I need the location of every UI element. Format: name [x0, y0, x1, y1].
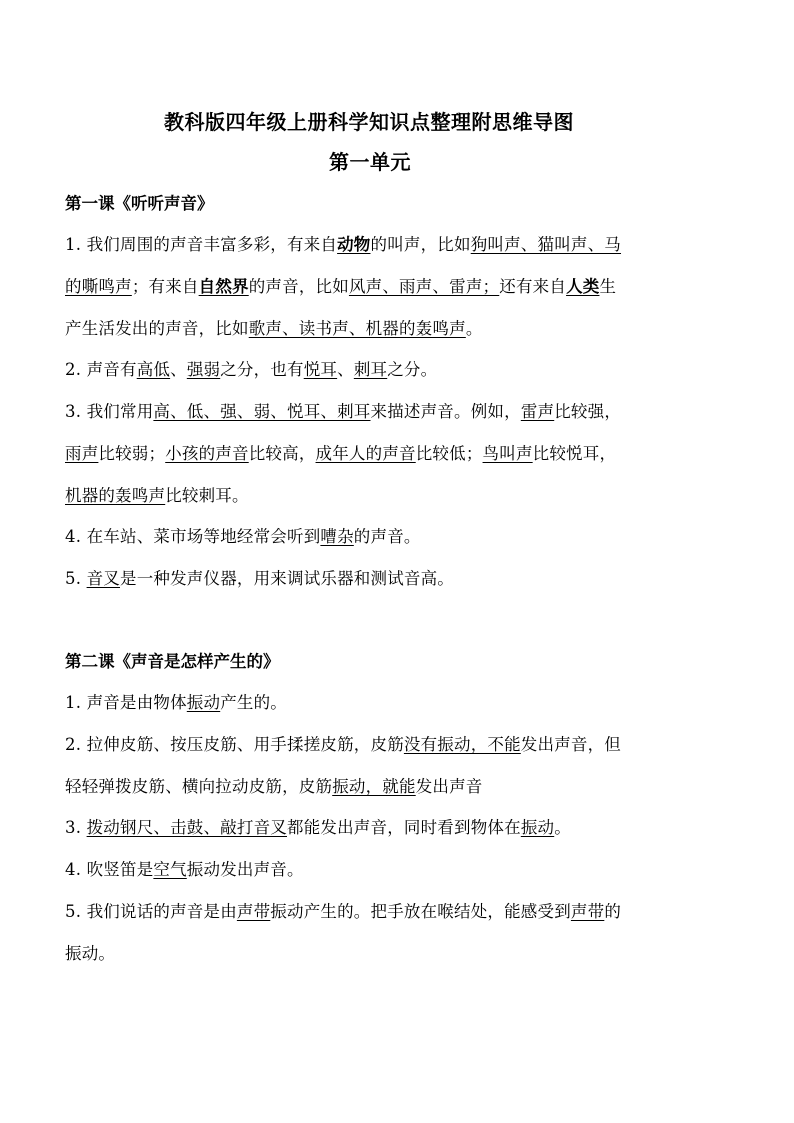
lesson2-point4: 4. 吹竖笛是空气振动发出声音。	[65, 860, 304, 879]
lesson1-point3-line1: 3. 我们常用高、低、强、弱、悦耳、刺耳来描述声音。例如，雷声比较强，	[65, 402, 622, 421]
lesson1-point4: 4. 在车站、菜市场等地经常会听到嘈杂的声音。	[65, 527, 421, 546]
lesson2-point1: 1. 声音是由物体振动产生的。	[65, 693, 288, 712]
document-title: 教科版四年级上册科学知识点整理附思维导图	[164, 110, 574, 134]
lesson1-point1-line1: 1. 我们周围的声音丰富多彩，有来自动物的叫声，比如狗叫声、猫叫声、马	[65, 235, 622, 254]
lesson1-point5: 5. 音叉是一种发声仪器，用来调试乐器和测试音高。	[65, 569, 454, 588]
lesson1-point2: 2. 声音有高低、强弱之分，也有悦耳、刺耳之分。	[65, 360, 438, 379]
lesson2-point3: 3. 拨动钢尺、击鼓、敲打音叉都能发出声音，同时看到物体在振动。	[65, 818, 571, 837]
lesson1-point3-line2: 雨声比较弱；小孩的声音比较高，成年人的声音比较低；鸟叫声比较悦耳，	[65, 444, 617, 463]
lesson1-point3-line3: 机器的轰鸣声比较刺耳。	[65, 486, 249, 505]
lesson1-point1-line3: 产生活发出的声音，比如歌声、读书声、机器的轰鸣声。	[65, 319, 483, 338]
lesson2-point2-line2: 轻轻弹拨皮筋、横向拉动皮筋，皮筋振动，就能发出声音	[65, 777, 483, 796]
lesson2-point5-line1: 5. 我们说话的声音是由声带振动产生的。把手放在喉结处，能感受到声带的	[65, 902, 622, 921]
lesson2-point5-line2: 振动。	[65, 944, 116, 963]
lesson1-heading: 第一课《听听声音》	[65, 194, 214, 213]
lesson2-point2-line1: 2. 拉伸皮筋、按压皮筋、用手揉搓皮筋，皮筋没有振动，不能发出声音，但	[65, 735, 621, 754]
lesson2-heading: 第二课《声音是怎样产生的》	[65, 652, 280, 671]
unit-title: 第一单元	[329, 150, 411, 174]
lesson1-point1-line2: 的嘶鸣声；有来自自然界的声音，比如风声、雨声、雷声；还有来自人类生	[65, 277, 617, 296]
